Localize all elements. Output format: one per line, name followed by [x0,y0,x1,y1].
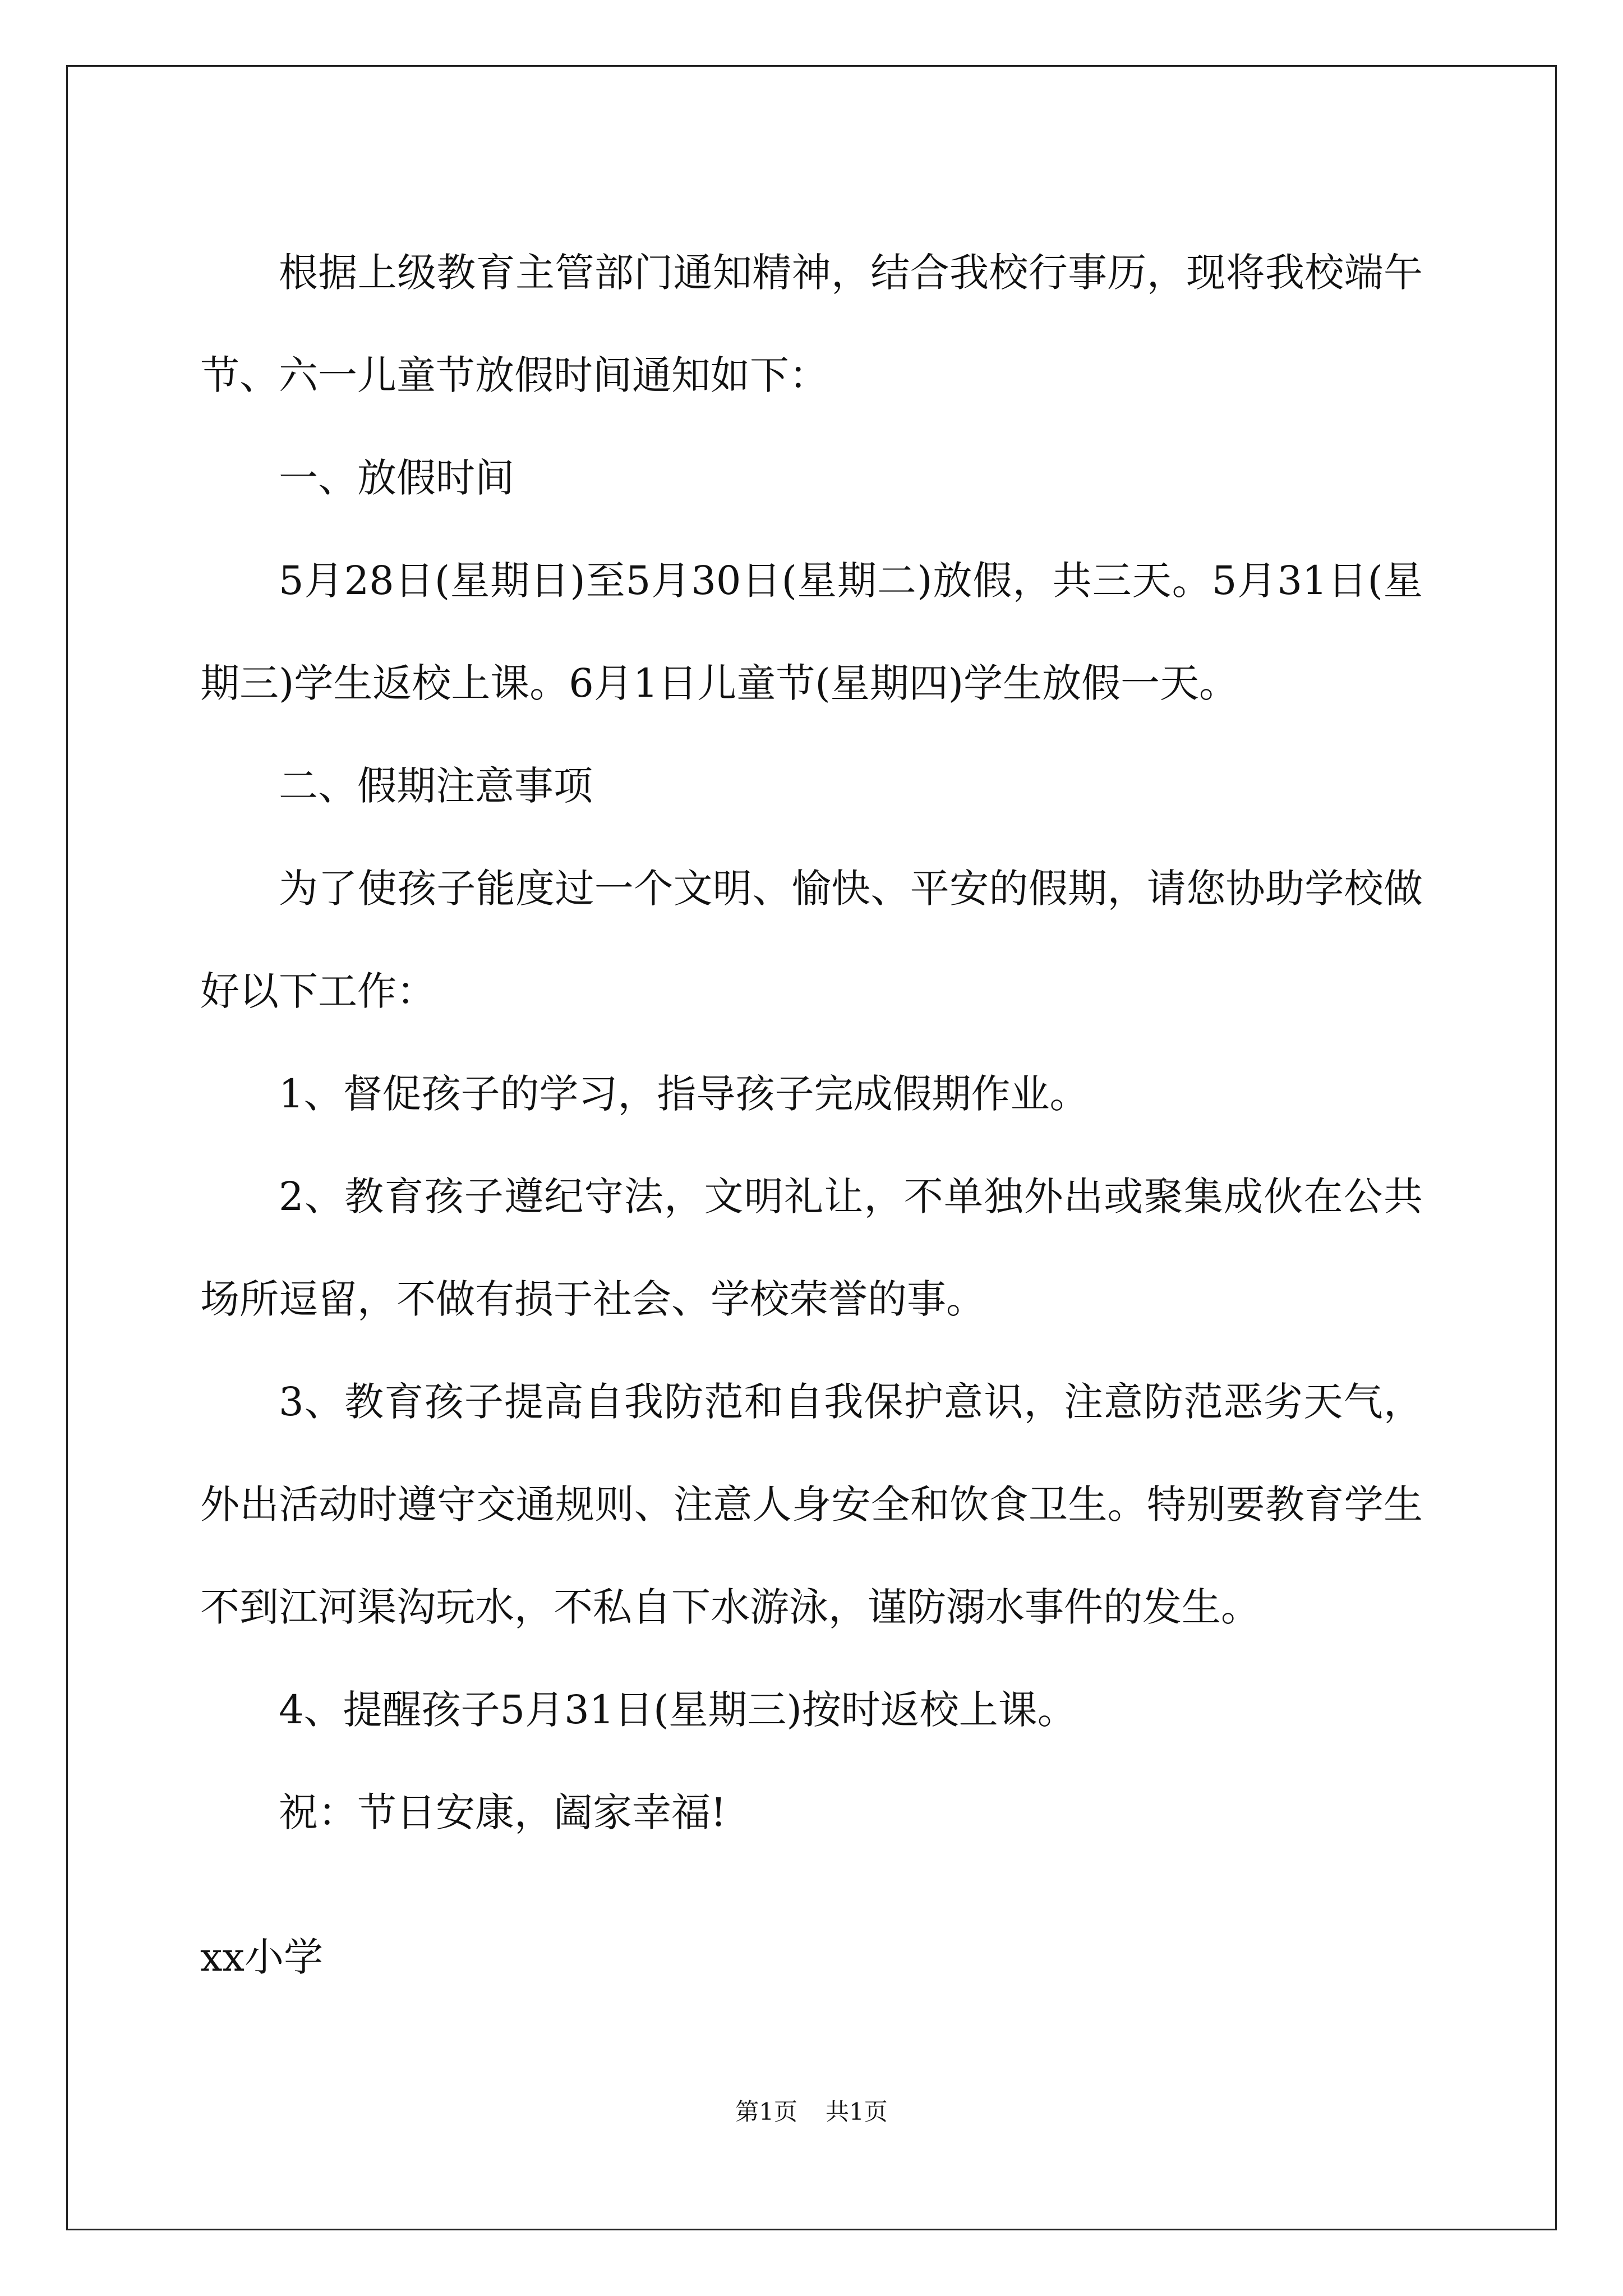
request-paragraph: 为了使孩子能度过一个文明、愉快、平安的假期，请您协助学校做好以下工作： [200,866,1423,1014]
precaution-item-3: 3、教育孩子提高自我防范和自我保护意识，注意防范恶劣天气，外出活动时遵守交通规则、注意人身安全和饮食卫生。特别要教育学生不到江河渠沟玩水，不私自下水游泳，谨防溺水事件的发生。 [200,1379,1423,1630]
page-total: 共1页 [826,2098,888,2125]
intro-paragraph: 根据上级教育主管部门通知精神，结合我校行事历，现将我校端午节、六一儿童节放假时间通知如下： [200,250,1423,398]
precaution-item-1: 1、督促孩子的学习，指导孩子完成假期作业。 [279,1071,1089,1117]
precaution-item-2: 2、教育孩子遵纪守法，文明礼让，不单独外出或聚集成伙在公共场所逗留，不做有损于社会、学校荣誉的事。 [200,1174,1423,1322]
section-heading-holiday-time: 一、放假时间 [279,455,514,501]
document-body [200,222,1423,1864]
page-number: 第1页 [735,2098,797,2125]
holiday-schedule-paragraph: 5月28日(星期日)至5月30日(星期二)放假，共三天。5月31日(星期三)学生返校上课。6月1日儿童节(星期四)学生放假一天。 [200,558,1423,706]
precaution-item-4: 4、提醒孩子5月31日(星期三)按时返校上课。 [279,1687,1077,1733]
closing-greeting: 祝：节日安康，阖家幸福! [279,1789,727,1835]
school-signature: xx小学 [200,1934,323,1980]
section-heading-precautions: 二、假期注意事项 [279,763,593,809]
page-footer [0,2095,1623,2129]
